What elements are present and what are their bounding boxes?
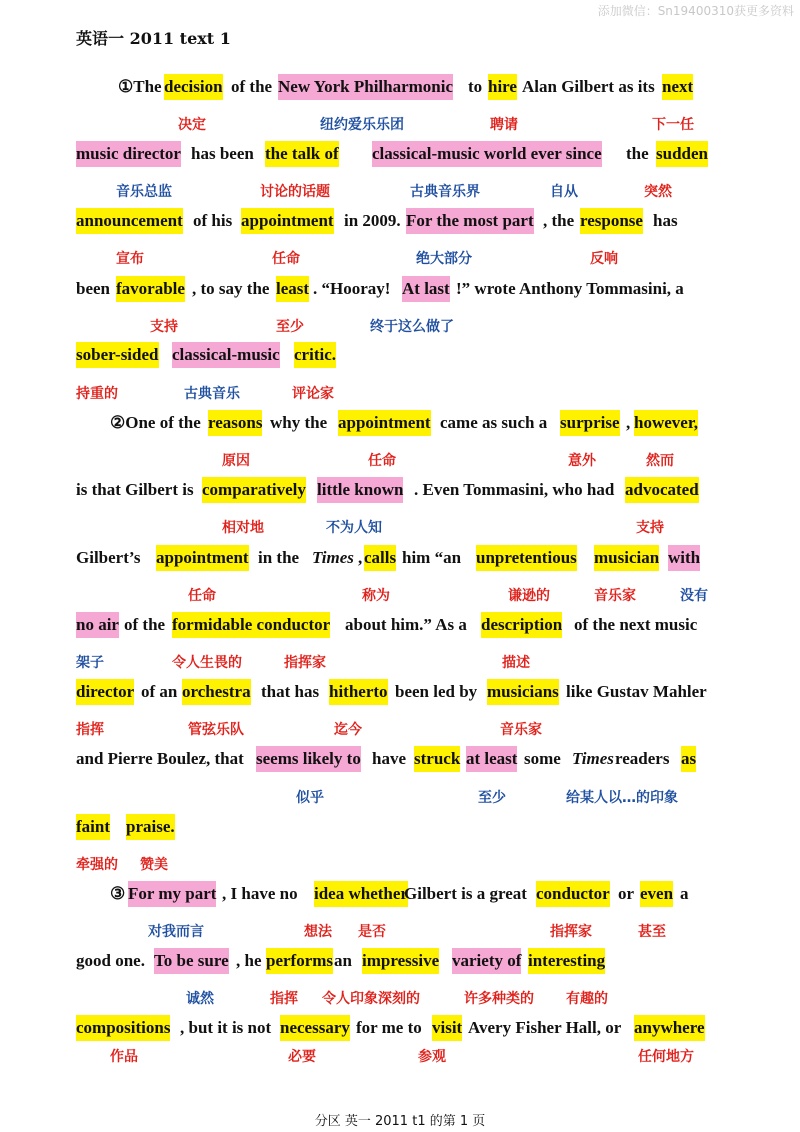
highlighted-phrase: little known bbox=[317, 477, 403, 503]
highlighted-phrase: compositions bbox=[76, 1015, 170, 1041]
passage-line bbox=[0, 545, 800, 573]
gloss-line bbox=[0, 988, 800, 1008]
chinese-gloss: 任命 bbox=[368, 453, 396, 469]
highlighted-phrase: musician bbox=[594, 545, 659, 571]
highlighted-phrase: appointment bbox=[338, 410, 431, 436]
chinese-gloss: 原因 bbox=[222, 453, 250, 469]
watermark-text: 添加微信：Sn19400310获更多资料 bbox=[597, 4, 794, 18]
chinese-gloss: 称为 bbox=[362, 588, 390, 604]
passage-text: that has bbox=[261, 682, 320, 701]
passage-line bbox=[0, 948, 800, 976]
passage-text: , he bbox=[236, 951, 262, 970]
highlighted-phrase: At last bbox=[402, 276, 450, 302]
passage-line bbox=[0, 881, 800, 909]
passage-text: Alan Gilbert as its bbox=[522, 77, 655, 96]
highlighted-phrase: praise. bbox=[126, 814, 175, 840]
passage-text: ②One of the bbox=[110, 413, 201, 432]
chinese-gloss: 至少 bbox=[276, 319, 304, 335]
highlighted-phrase: variety of bbox=[452, 948, 521, 974]
highlighted-phrase: with bbox=[668, 545, 700, 571]
highlighted-phrase: announcement bbox=[76, 208, 183, 234]
chinese-gloss: 讨论的话题 bbox=[260, 184, 330, 200]
chinese-gloss: 有趣的 bbox=[566, 991, 608, 1007]
chinese-gloss: 任何地方 bbox=[638, 1049, 694, 1065]
highlighted-phrase: For my part bbox=[128, 881, 216, 907]
passage-text: , I have no bbox=[222, 884, 298, 903]
passage-text: . “Hooray! bbox=[313, 279, 391, 298]
chinese-gloss: 支持 bbox=[636, 520, 664, 536]
passage-line bbox=[0, 477, 800, 505]
passage-line bbox=[0, 342, 800, 370]
chinese-gloss: 想法 bbox=[304, 924, 332, 940]
gloss-line bbox=[0, 517, 800, 537]
highlighted-phrase: least bbox=[276, 276, 309, 302]
highlighted-phrase: even bbox=[640, 881, 673, 907]
highlighted-phrase: music director bbox=[76, 141, 181, 167]
passage-text: good one. bbox=[76, 951, 145, 970]
chinese-gloss: 下一任 bbox=[652, 117, 694, 133]
gloss-line bbox=[0, 383, 800, 403]
chinese-gloss: 对我而言 bbox=[148, 924, 204, 940]
chinese-gloss: 至少 bbox=[478, 790, 506, 806]
chinese-gloss: 聘请 bbox=[490, 117, 518, 133]
passage-text: Gilbert’s bbox=[76, 548, 141, 567]
passage-text: been bbox=[76, 279, 110, 298]
passage-text: an bbox=[334, 951, 352, 970]
highlighted-phrase: comparatively bbox=[202, 477, 306, 503]
passage-text: to bbox=[468, 77, 483, 96]
chinese-gloss: 必要 bbox=[288, 1049, 316, 1065]
chinese-gloss: 给某人以…的印象 bbox=[566, 790, 678, 806]
highlighted-phrase: visit bbox=[432, 1015, 462, 1041]
passage-text: . Even Tommasini, who had bbox=[414, 480, 615, 499]
passage-text: in 2009. bbox=[344, 211, 401, 230]
passage-text: ③ bbox=[110, 884, 126, 903]
passage-text: or bbox=[618, 884, 635, 903]
passage-text: of the bbox=[231, 77, 273, 96]
chinese-gloss: 没有 bbox=[680, 588, 708, 604]
passage-text: of the next music bbox=[574, 615, 698, 634]
passage-text: is that Gilbert is bbox=[76, 480, 194, 499]
highlighted-phrase: faint bbox=[76, 814, 110, 840]
highlighted-phrase: favorable bbox=[116, 276, 185, 302]
highlighted-phrase: surprise bbox=[560, 410, 620, 436]
page-title: 英语一 2011 text 1 bbox=[76, 29, 231, 48]
chinese-gloss: 然而 bbox=[646, 453, 674, 469]
gloss-line bbox=[0, 719, 800, 739]
passage-line bbox=[0, 746, 800, 774]
highlighted-phrase: the talk of bbox=[265, 141, 339, 167]
passage-text: about him.” As a bbox=[345, 615, 467, 634]
gloss-line bbox=[0, 248, 800, 268]
passage-text: like Gustav Mahler bbox=[566, 682, 707, 701]
chinese-gloss: 令人印象深刻的 bbox=[322, 991, 420, 1007]
chinese-gloss: 音乐家 bbox=[500, 722, 542, 738]
chinese-gloss: 纽约爱乐乐团 bbox=[320, 117, 404, 133]
chinese-gloss: 指挥 bbox=[270, 991, 298, 1007]
chinese-gloss: 牵强的 bbox=[76, 857, 118, 873]
chinese-gloss: 音乐总监 bbox=[116, 184, 172, 200]
highlighted-phrase: as bbox=[681, 746, 696, 772]
passage-line bbox=[0, 74, 800, 102]
highlighted-phrase: calls bbox=[364, 545, 396, 571]
chinese-gloss: 终于这么做了 bbox=[370, 319, 454, 335]
passage-text: came as such a bbox=[440, 413, 548, 432]
gloss-line bbox=[0, 1046, 800, 1066]
passage-text: some bbox=[524, 749, 561, 768]
passage-text: readers bbox=[615, 749, 670, 768]
gloss-line bbox=[0, 316, 800, 336]
passage-line bbox=[0, 679, 800, 707]
passage-text: Times bbox=[572, 749, 614, 768]
gloss-line bbox=[0, 787, 800, 807]
chinese-gloss: 绝大部分 bbox=[416, 251, 472, 267]
chinese-gloss: 评论家 bbox=[292, 386, 334, 402]
highlighted-phrase: at least bbox=[466, 746, 517, 772]
gloss-line bbox=[0, 652, 800, 672]
highlighted-phrase: musicians bbox=[487, 679, 559, 705]
chinese-gloss: 架子 bbox=[76, 655, 104, 671]
chinese-gloss: 指挥家 bbox=[284, 655, 326, 671]
highlighted-phrase: hire bbox=[488, 74, 517, 100]
passage-line bbox=[0, 410, 800, 438]
gloss-line bbox=[0, 921, 800, 941]
chinese-gloss: 反响 bbox=[590, 251, 618, 267]
passage-text: Gilbert is a great bbox=[404, 884, 527, 903]
highlighted-phrase: struck bbox=[414, 746, 460, 772]
chinese-gloss: 持重的 bbox=[76, 386, 118, 402]
passage-text: has bbox=[653, 211, 678, 230]
passage-text: and Pierre Boulez, that bbox=[76, 749, 244, 768]
highlighted-phrase: critic. bbox=[294, 342, 336, 368]
chinese-gloss: 参观 bbox=[418, 1049, 446, 1065]
highlighted-phrase: advocated bbox=[625, 477, 699, 503]
chinese-gloss: 赞美 bbox=[140, 857, 168, 873]
passage-text: why the bbox=[270, 413, 328, 432]
highlighted-phrase: necessary bbox=[280, 1015, 350, 1041]
passage-text: !” wrote Anthony Tommasini, a bbox=[456, 279, 684, 298]
highlighted-phrase: sober-sided bbox=[76, 342, 159, 368]
highlighted-phrase: appointment bbox=[241, 208, 334, 234]
highlighted-phrase: New York Philharmonic bbox=[278, 74, 453, 100]
chinese-gloss: 似乎 bbox=[296, 790, 324, 806]
highlighted-phrase: no air bbox=[76, 612, 119, 638]
chinese-gloss: 指挥家 bbox=[550, 924, 592, 940]
passage-text: , bbox=[358, 548, 363, 567]
passage-line bbox=[0, 141, 800, 169]
passage-text: of the bbox=[124, 615, 166, 634]
passage-text: , to say the bbox=[192, 279, 270, 298]
chinese-gloss: 决定 bbox=[178, 117, 206, 133]
highlighted-phrase: unpretentious bbox=[476, 545, 577, 571]
passage-text: of his bbox=[193, 211, 233, 230]
highlighted-phrase: To be sure bbox=[154, 948, 229, 974]
chinese-gloss: 谦逊的 bbox=[508, 588, 550, 604]
chinese-gloss: 指挥 bbox=[76, 722, 104, 738]
highlighted-phrase: response bbox=[580, 208, 643, 234]
chinese-gloss: 令人生畏的 bbox=[172, 655, 242, 671]
chinese-gloss: 迄今 bbox=[334, 722, 362, 738]
chinese-gloss: 描述 bbox=[502, 655, 530, 671]
passage-text: has been bbox=[191, 144, 254, 163]
passage-text: the bbox=[626, 144, 649, 163]
passage-text: , the bbox=[543, 211, 575, 230]
passage-line bbox=[0, 1015, 800, 1043]
highlighted-phrase: appointment bbox=[156, 545, 249, 571]
highlighted-phrase: hitherto bbox=[329, 679, 388, 705]
chinese-gloss: 意外 bbox=[568, 453, 596, 469]
chinese-gloss: 支持 bbox=[150, 319, 178, 335]
passage-text: , bbox=[626, 413, 631, 432]
gloss-line bbox=[0, 114, 800, 134]
gloss-line bbox=[0, 450, 800, 470]
passage-text: ①The bbox=[118, 77, 162, 96]
chinese-gloss: 宣布 bbox=[116, 251, 144, 267]
highlighted-phrase: interesting bbox=[528, 948, 605, 974]
gloss-line bbox=[0, 181, 800, 201]
passage-text: of an bbox=[141, 682, 178, 701]
passage-text: in the bbox=[258, 548, 300, 567]
highlighted-phrase: anywhere bbox=[634, 1015, 705, 1041]
passage-text: Times bbox=[312, 548, 354, 567]
highlighted-phrase: sudden bbox=[656, 141, 708, 167]
highlighted-phrase: reasons bbox=[208, 410, 262, 436]
highlighted-phrase: next bbox=[662, 74, 693, 100]
passage-text: Avery Fisher Hall, or bbox=[468, 1018, 622, 1037]
highlighted-phrase: formidable conductor bbox=[172, 612, 330, 638]
passage-line bbox=[0, 276, 800, 304]
passage-text: , but it is not bbox=[180, 1018, 272, 1037]
chinese-gloss: 古典音乐界 bbox=[410, 184, 480, 200]
passage-line bbox=[0, 612, 800, 640]
chinese-gloss: 自从 bbox=[550, 184, 578, 200]
chinese-gloss: 突然 bbox=[644, 184, 672, 200]
passage-text: been led by bbox=[395, 682, 478, 701]
page-footer: 分区 英一 2011 t1 的第 1 页 bbox=[314, 1114, 486, 1129]
highlighted-phrase: classical-music bbox=[172, 342, 280, 368]
chinese-gloss: 任命 bbox=[272, 251, 300, 267]
highlighted-phrase: seems likely to bbox=[256, 746, 361, 772]
highlighted-phrase: decision bbox=[164, 74, 223, 100]
chinese-gloss: 相对地 bbox=[222, 520, 264, 536]
highlighted-phrase: conductor bbox=[536, 881, 610, 907]
passage-line bbox=[0, 208, 800, 236]
passage-text: for me to bbox=[356, 1018, 422, 1037]
highlighted-phrase: description bbox=[481, 612, 562, 638]
highlighted-phrase: performs bbox=[266, 948, 333, 974]
chinese-gloss: 甚至 bbox=[638, 924, 666, 940]
highlighted-phrase: classical-music world ever since bbox=[372, 141, 602, 167]
chinese-gloss: 是否 bbox=[358, 924, 386, 940]
highlighted-phrase: impressive bbox=[362, 948, 439, 974]
chinese-gloss: 任命 bbox=[188, 588, 216, 604]
gloss-line bbox=[0, 585, 800, 605]
highlighted-phrase: however, bbox=[634, 410, 698, 436]
highlighted-phrase: orchestra bbox=[182, 679, 251, 705]
passage-text: him “an bbox=[402, 548, 462, 567]
passage-text: a bbox=[680, 884, 689, 903]
highlighted-phrase: director bbox=[76, 679, 134, 705]
chinese-gloss: 音乐家 bbox=[594, 588, 636, 604]
highlighted-phrase: For the most part bbox=[406, 208, 534, 234]
highlighted-phrase: idea whether bbox=[314, 881, 408, 907]
chinese-gloss: 不为人知 bbox=[326, 520, 382, 536]
chinese-gloss: 许多种类的 bbox=[464, 991, 534, 1007]
chinese-gloss: 管弦乐队 bbox=[188, 722, 244, 738]
chinese-gloss: 古典音乐 bbox=[184, 386, 240, 402]
passage-text: have bbox=[372, 749, 406, 768]
chinese-gloss: 诚然 bbox=[186, 991, 214, 1007]
chinese-gloss: 作品 bbox=[110, 1049, 138, 1065]
passage-line bbox=[0, 814, 800, 842]
gloss-line bbox=[0, 854, 800, 874]
